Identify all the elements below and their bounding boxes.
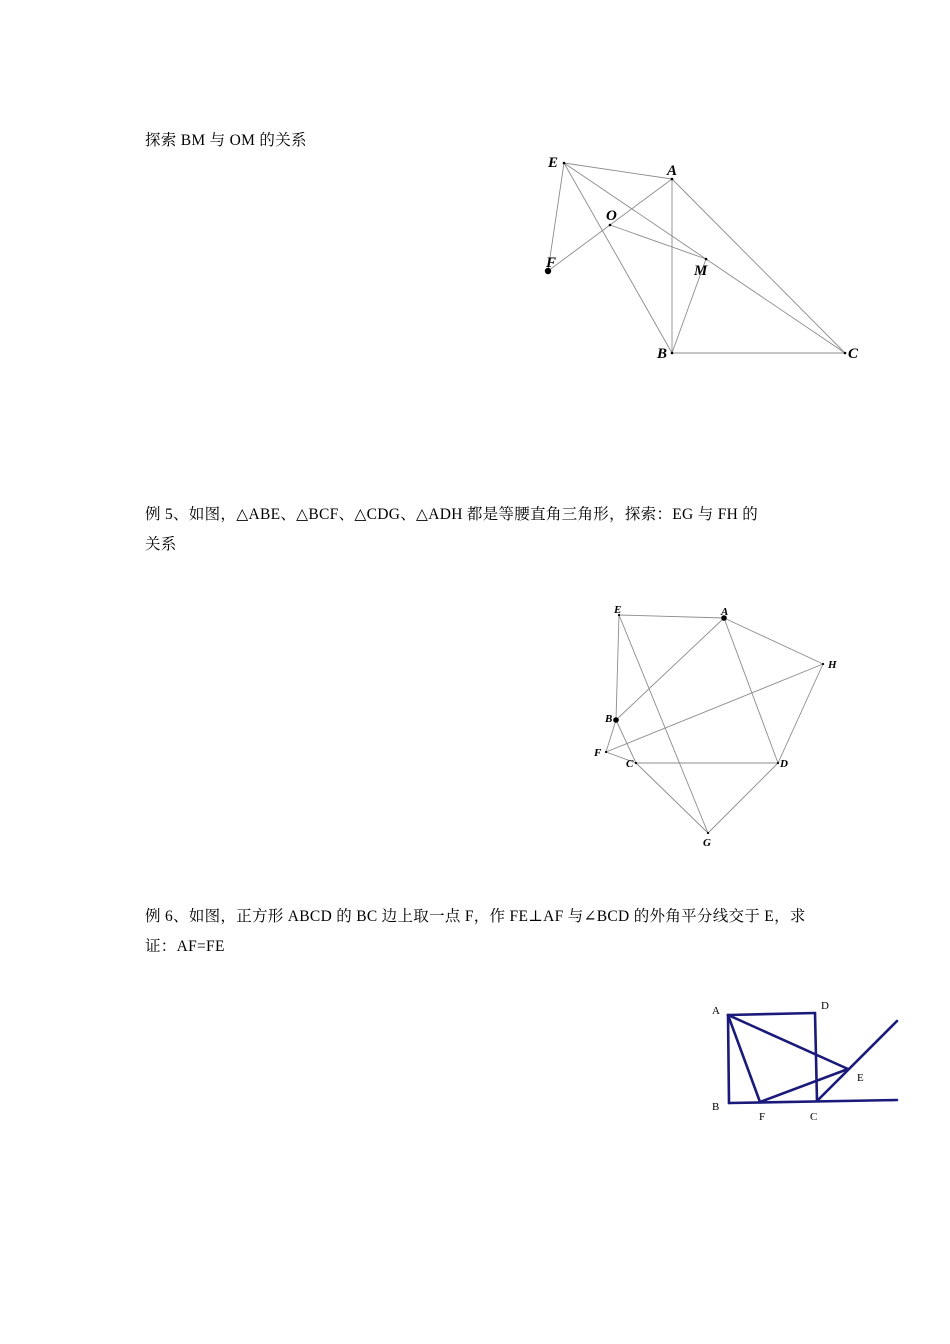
label-m: M (694, 263, 708, 279)
point-f (605, 751, 607, 753)
label-a: A (667, 163, 678, 179)
segment-ea (564, 163, 672, 179)
label-g: G (703, 837, 711, 849)
segment-ea (619, 615, 724, 618)
figure2-geometry (606, 615, 823, 833)
label-h: H (828, 659, 837, 671)
label-f: F (759, 1111, 766, 1123)
point-b (613, 717, 619, 723)
label-c: C (626, 758, 634, 770)
figure3-geometry (728, 1013, 897, 1103)
point-e (563, 162, 566, 165)
point-b (671, 352, 674, 355)
point-o (609, 224, 612, 227)
label-c: C (810, 1111, 818, 1123)
problem6-line1: 例 6、如图，正方形 ABCD 的 BC 边上取一点 F，作 FE⊥AF 与∠BCD 的外角平分线交于 E，求 (145, 908, 806, 925)
segment-cg (636, 763, 708, 833)
problem4-text: 探索 BM 与 OM 的关系 (145, 132, 307, 149)
label-o: O (606, 208, 617, 224)
segment-eg (619, 615, 708, 833)
segment-dc (815, 1013, 817, 1101)
point-h (822, 663, 824, 665)
point-g (707, 832, 709, 834)
figure1-points (545, 162, 847, 355)
label-e: E (614, 604, 622, 616)
segment-eb (616, 615, 619, 720)
label-f: F (594, 747, 602, 759)
label-b: B (712, 1101, 720, 1113)
segment-hd (778, 664, 823, 763)
problem5-line1: 例 5、如图，△ABE、△BCF、△CDG、△ADH 都是等腰直角三角形，探索：EG 与 FH 的 (145, 506, 759, 523)
label-e: E (548, 155, 559, 171)
label-b: B (657, 346, 668, 362)
segment-hf (606, 664, 823, 752)
figure2-points (605, 614, 824, 834)
label-d: D (780, 758, 788, 770)
point-c (635, 762, 637, 764)
segment-ad (728, 1013, 815, 1015)
label-e: E (857, 1072, 864, 1084)
label-a: A (721, 606, 729, 618)
point-c (844, 352, 847, 355)
segment-fe (760, 1069, 848, 1102)
problem5-line2: 关系 (145, 536, 177, 553)
segment-dg (708, 763, 778, 833)
label-d: D (821, 1000, 829, 1012)
figure1-geometry (548, 163, 845, 353)
label-f: F (546, 255, 557, 271)
segment-ab (728, 1015, 729, 1103)
segment-om (610, 225, 706, 259)
label-a: A (712, 1005, 720, 1017)
label-b: B (605, 713, 613, 725)
point-d (777, 762, 779, 764)
point-m (705, 258, 708, 261)
label-c: C (848, 346, 859, 362)
segment-bc-extended (729, 1100, 897, 1103)
segment-ab (616, 618, 724, 720)
problem6-line2: 证：AF=FE (145, 938, 225, 955)
